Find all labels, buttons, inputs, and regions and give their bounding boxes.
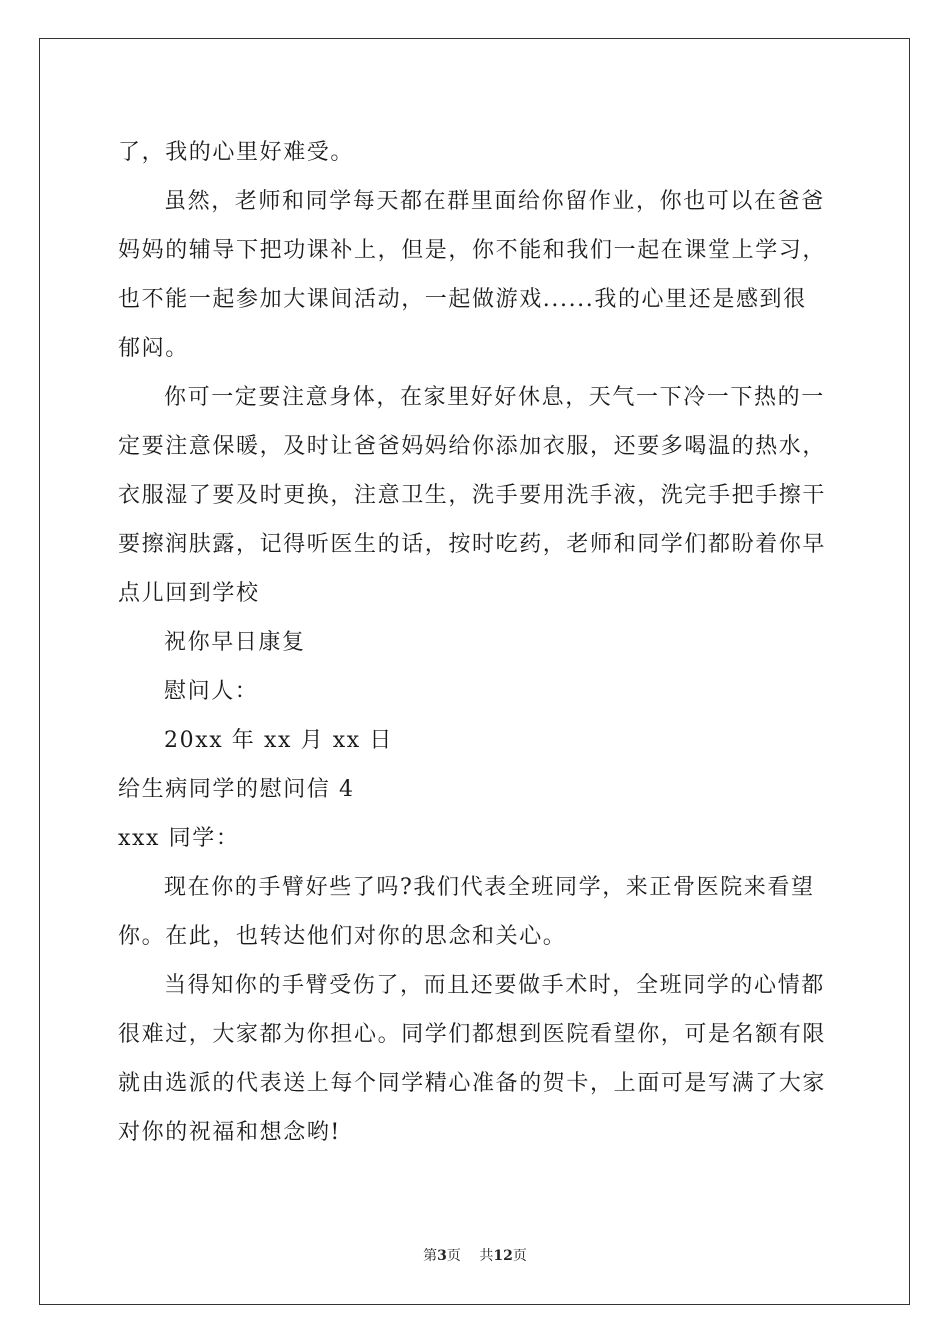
section-heading: 给生病同学的慰问信 4 [118,777,355,802]
page-suffix: 页 [446,1248,461,1264]
salutation: xxx 同学： [118,826,240,851]
text-line-7: 定要注意保暖，及时让爸爸妈妈给你添加衣服，还要多喝温的热水， [118,434,827,459]
signer-label: 慰问人： [164,679,259,704]
text-line-16: 现在你的手臂好些了吗?我们代表全班同学，来正骨医院来看望 [164,875,815,900]
text-line-18: 当得知你的手臂受伤了，而且还要做手术时，全班同学的心情都 [164,973,825,998]
total-suffix: 页 [512,1248,527,1264]
text-line-4: 也不能一起参加大课间活动，一起做游戏......我的心里还是感到很 [118,287,807,312]
total-pages-indicator [479,1246,526,1266]
text-line-3: 妈妈的辅导下把功课补上，但是，你不能和我们一起在课堂上学习， [118,238,827,263]
total-prefix: 共 [479,1248,494,1264]
letter-date: 20xx 年 xx 月 xx 日 [164,728,394,753]
text-line-21: 对你的祝福和想念哟! [118,1120,341,1145]
page-indicator [423,1246,461,1266]
text-line-20: 就由选派的代表送上每个同学精心准备的贺卡，上面可是写满了大家 [118,1071,827,1096]
page-number: 3 [437,1248,447,1264]
text-line-1: 了，我的心里好难受。 [118,140,355,165]
page-prefix: 第 [423,1248,438,1264]
document-body [118,128,838,1157]
closing-wish: 祝你早日康复 [164,630,306,655]
text-line-9: 要擦润肤露，记得听医生的话，按时吃药，老师和同学们都盼着你早 [118,532,827,557]
text-line-10: 点儿回到学校 [118,581,260,606]
text-line-8: 衣服湿了要及时更换，注意卫生，洗手要用洗手液，洗完手把手擦干 [118,483,827,508]
page-footer [0,1246,950,1266]
text-line-17: 你。在此，也转达他们对你的思念和关心。 [118,924,567,949]
total-pages: 12 [493,1248,513,1264]
text-line-2: 虽然，老师和同学每天都在群里面给你留作业，你也可以在爸爸 [164,189,825,214]
text-line-19: 很难过，大家都为你担心。同学们都想到医院看望你，可是名额有限 [118,1022,827,1047]
text-line-5: 郁闷。 [118,336,189,361]
text-line-6: 你可一定要注意身体，在家里好好休息，天气一下冷一下热的一 [164,385,825,410]
